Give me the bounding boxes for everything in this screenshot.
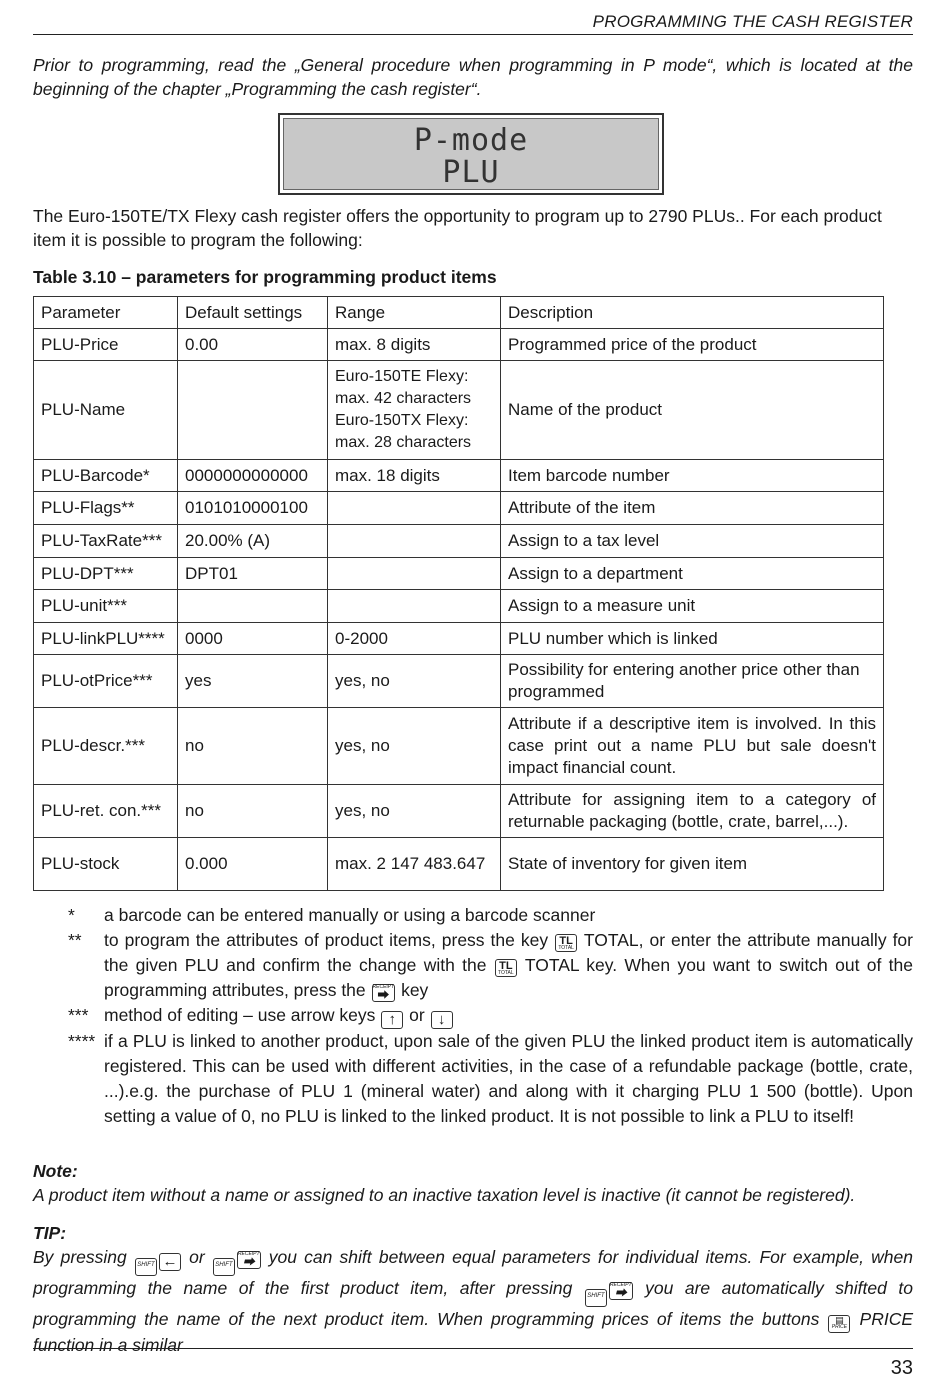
footer-divider (33, 1348, 913, 1349)
table-cell: Attribute for assigning item to a category of returnable packaging (bottle, crate, barrel,...). (501, 785, 884, 838)
range-line: max. 42 characters (335, 390, 472, 407)
table-cell: PLU number which is linked (501, 623, 884, 655)
table-cell: Item barcode number (501, 460, 884, 492)
table-cell: PLU-Name (34, 361, 178, 460)
range-line: max. 28 characters (335, 434, 472, 451)
table-header-row (34, 297, 884, 329)
table-caption: Table 3.10 – parameters for programming product items (33, 267, 497, 287)
table-cell: PLU-linkPLU**** (34, 623, 178, 655)
table-cell: PLU-ret. con.*** (34, 785, 178, 838)
table-cell: Programmed price of the product (501, 329, 884, 361)
footnote-text: TOTAL key. When you want to switch out of the programming attributes, press the (104, 955, 913, 1000)
footnote-mark: * (68, 905, 75, 925)
table-cell: Name of the product (501, 361, 884, 460)
table-cell: yes, no (328, 655, 501, 708)
table-cell: yes, no (328, 785, 501, 838)
table-row (34, 492, 884, 525)
table-cell: Attribute if a descriptive item is involved. In this case print out a name PLU but sale doesn't impact financial count. (501, 708, 884, 785)
table-cell: 0-2000 (328, 623, 501, 655)
arrow-down-key-icon: ↓ (431, 1011, 453, 1029)
table-row (34, 623, 884, 655)
footnote-text: if a PLU is linked to another product, upon sale of the given PLU the linked product item is automatically registered. This can be used with different activities, in the case of a refundable package (bottle, crate, ...).e.g. the purchase of PLU 1 (mineral water) and along with it charging PLU 1 500 (bottle). Upon setting a value of 0, no PLU is linked to the linked product. It is not possible to link a PLU to itself! (104, 1031, 913, 1126)
table-row (34, 525, 884, 558)
table-cell: 0000000000000 (178, 460, 328, 492)
table-row (34, 785, 884, 838)
lcd-display (278, 113, 664, 195)
table-cell (328, 558, 501, 590)
table-row (34, 329, 884, 361)
table-cell: max. 2 147 483.647 (328, 838, 501, 891)
table-cell (178, 361, 328, 460)
footnotes (33, 903, 913, 1129)
note-text: A product item without a name or assigned to an inactive taxation level is inactive (it cannot be registered). (33, 1185, 856, 1205)
intro-paragraph: Prior to programming, read the „General procedure when programming in P mode“, which is located at the beginning of the chapter „Programming the cash register“. (33, 55, 913, 99)
tip-text-part: or (189, 1247, 205, 1267)
table-row (34, 590, 884, 623)
table-cell: PLU-unit*** (34, 590, 178, 623)
table-row (34, 708, 884, 785)
table-cell: Possibility for entering another price other than programmed (501, 655, 884, 708)
table-cell: 20.00% (A) (178, 525, 328, 558)
table-cell: max. 8 digits (328, 329, 501, 361)
table-cell: PLU-descr.*** (34, 708, 178, 785)
note-title: Note: (33, 1161, 78, 1181)
table-cell: 0.00 (178, 329, 328, 361)
footnote (33, 903, 913, 928)
table-cell: Assign to a tax level (501, 525, 884, 558)
footnote (33, 1003, 913, 1029)
shift-key-icon: SHIFT (585, 1289, 607, 1307)
table-cell: State of inventory for given item (501, 838, 884, 891)
footnote-text: TOTAL, or enter the attribute manually for the given PLU and confirm the change with the (104, 930, 913, 975)
table-cell: PLU-otPrice*** (34, 655, 178, 708)
shift-key-icon: SHIFT (213, 1258, 235, 1276)
header-cell: Default settings (178, 297, 328, 329)
table-row (34, 838, 884, 891)
price-key-icon: ▤ PRICE (828, 1315, 850, 1333)
table-cell: max. 18 digits (328, 460, 501, 492)
footnote-text: method of editing – use arrow keys (104, 1005, 376, 1025)
header-cell: Range (328, 297, 501, 329)
footnote (33, 1029, 913, 1129)
receipt-key-icon: RECEIPT ⮕ (609, 1282, 632, 1300)
table-cell-name-range (328, 361, 501, 460)
table-cell: 0000 (178, 623, 328, 655)
footnote-text: or (409, 1005, 425, 1025)
table-cell: Assign to a department (501, 558, 884, 590)
header-cell: Parameter (34, 297, 178, 329)
range-line: Euro-150TX Flexy: (335, 412, 469, 429)
receipt-key-icon: RECEIPT ⮕ (237, 1251, 260, 1269)
page-number: 33 (890, 1357, 913, 1379)
total-key-icon: TL TOTAL (555, 934, 577, 952)
table-cell: Assign to a measure unit (501, 590, 884, 623)
table-cell: PLU-TaxRate*** (34, 525, 178, 558)
tip-text-part: PRICE function in a similar (33, 1309, 913, 1355)
arrow-up-key-icon: ↑ (381, 1011, 403, 1029)
shift-key-icon: SHIFT (135, 1258, 157, 1276)
table-cell: 0.000 (178, 838, 328, 891)
table-row (34, 558, 884, 590)
table-cell (328, 525, 501, 558)
table-cell: PLU-stock (34, 838, 178, 891)
lcd-screen (283, 118, 659, 190)
table-cell: PLU-DPT*** (34, 558, 178, 590)
parameters-table (33, 296, 884, 891)
page-header: PROGRAMMING THE CASH REGISTER (33, 12, 913, 35)
tip-text-part: you can shift between equal parameters for individual items. For example, when programming the name of the first product item, after pressing (33, 1247, 913, 1298)
table-row (34, 361, 884, 460)
lcd-line-1: P-mode (413, 123, 529, 158)
range-line: Euro-150TE Flexy: (335, 368, 469, 385)
table-cell: DPT01 (178, 558, 328, 590)
table-cell: Attribute of the item (501, 492, 884, 525)
table-cell: 0101010000100 (178, 492, 328, 525)
tip-text-part: you are automatically shifted to programming the name of the next product item. When programming prices of items the buttons (33, 1278, 913, 1329)
table-cell: no (178, 785, 328, 838)
receipt-key-icon: RECEIPT ⮕ (372, 984, 395, 1002)
table-cell: yes (178, 655, 328, 708)
footnote-mark: **** (68, 1031, 96, 1051)
arrow-left-key-icon: ← (159, 1253, 181, 1271)
table-cell (328, 590, 501, 623)
table-row (34, 460, 884, 492)
footnote-text: to program the attributes of product items, press the key (104, 930, 549, 950)
table-cell: no (178, 708, 328, 785)
table-cell (178, 590, 328, 623)
total-key-icon: TL TOTAL (495, 959, 517, 977)
footnote-text: a barcode can be entered manually or using a barcode scanner (104, 905, 596, 925)
table-cell (328, 492, 501, 525)
table-cell: PLU-Flags** (34, 492, 178, 525)
footnote-mark: ** (68, 930, 82, 950)
table-cell: PLU-Price (34, 329, 178, 361)
footnote-mark: *** (68, 1005, 89, 1025)
table-cell: PLU-Barcode* (34, 460, 178, 492)
header-cell: Description (501, 297, 884, 329)
tip-title: TIP: (33, 1223, 67, 1243)
description-paragraph: The Euro-150TE/TX Flexy cash register offers the opportunity to program up to 2790 PLUs.. For each product item it is possible to program the following: (33, 206, 882, 250)
tip-text-part: By pressing (33, 1247, 127, 1267)
footnote (33, 928, 913, 1003)
footnote-text: key (401, 980, 429, 1000)
lcd-line-2: PLU (442, 155, 500, 190)
table-cell: yes, no (328, 708, 501, 785)
table-row (34, 655, 884, 708)
tip-text (33, 1245, 913, 1357)
